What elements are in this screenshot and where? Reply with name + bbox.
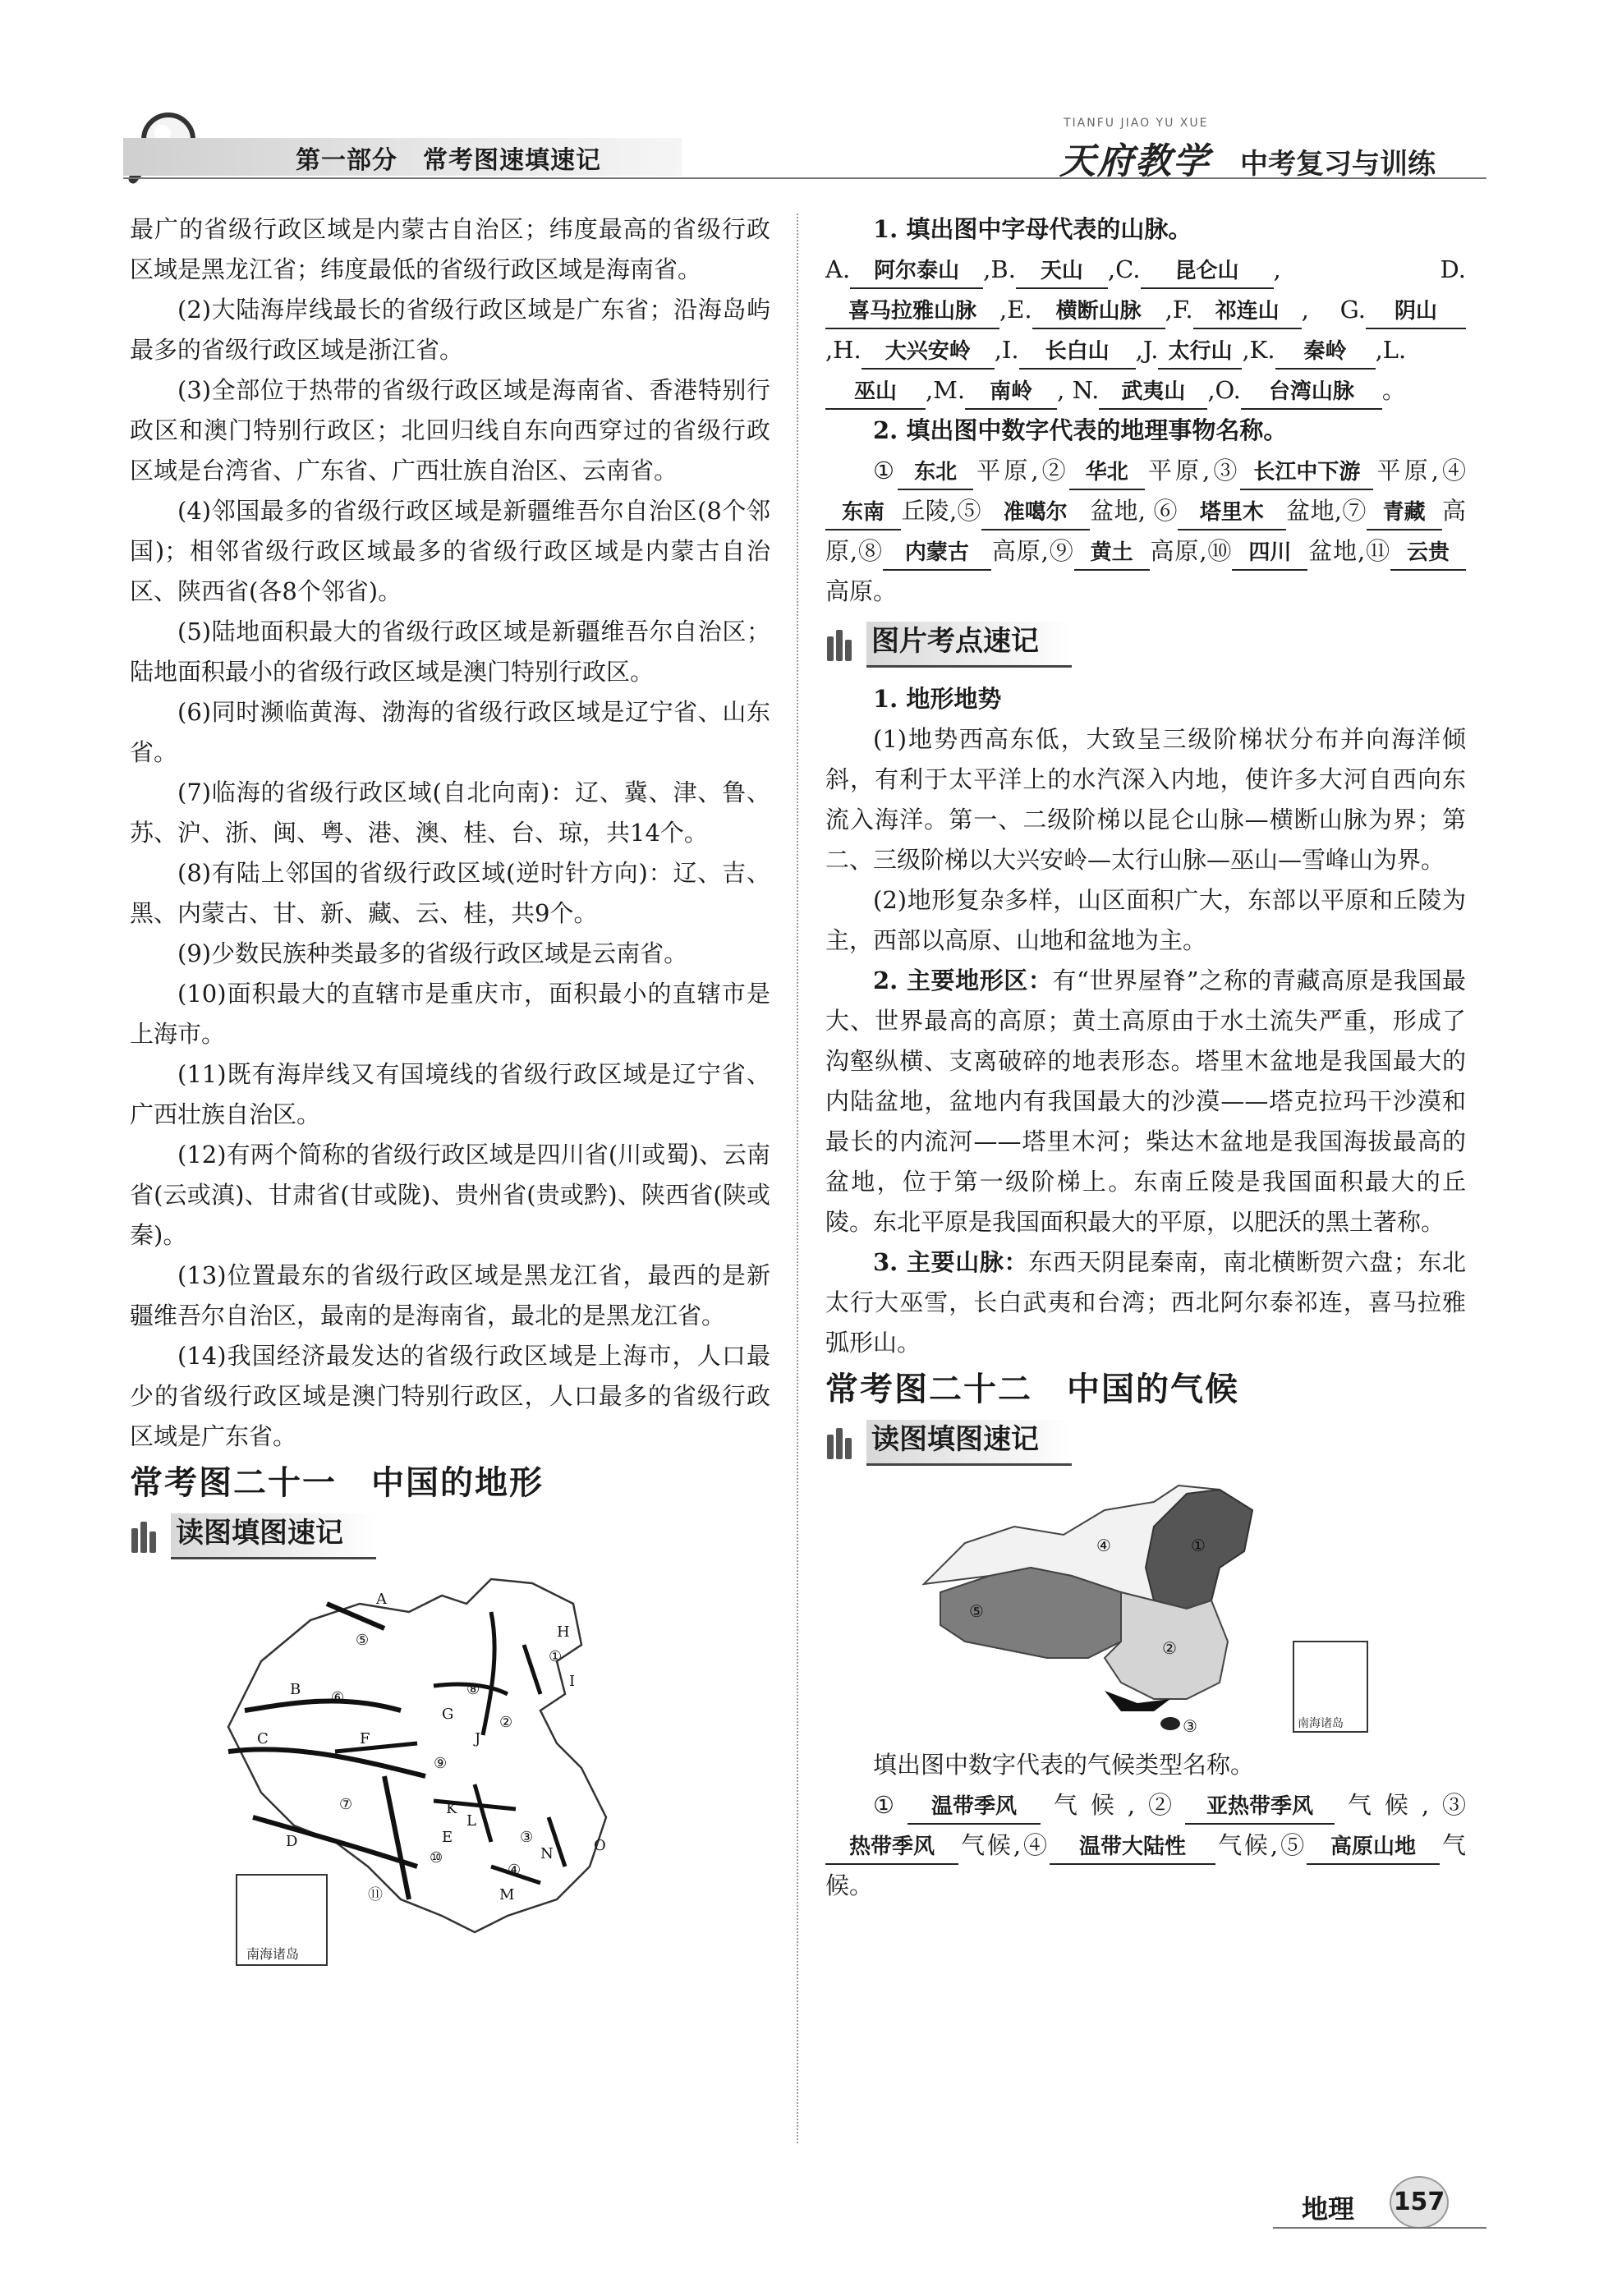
answer-L: 巫山 — [825, 375, 926, 410]
svg-text:③: ③ — [520, 1829, 534, 1846]
answer-M: 南岭 — [965, 375, 1057, 410]
svg-text:B: B — [290, 1681, 301, 1698]
svg-text:D: D — [286, 1833, 298, 1850]
answer-11: 云贵 — [1390, 536, 1466, 571]
svg-text:⑪: ⑪ — [368, 1886, 383, 1903]
svg-text:⑦: ⑦ — [339, 1796, 353, 1813]
svg-text:L: L — [466, 1812, 476, 1830]
svg-text:G: G — [442, 1706, 454, 1723]
mountain-answers: A. 阿尔泰山 ,B. 天山 ,C. 昆仑山 , D.喜马拉雅山脉 ,E. 横断山脉 ,F. 祁连山 , G. 阴山,H. 大兴安岭 ,I. 长白山 ,J. 太行山 ,K. 秦岭 ,L.巫山 ,M. 南岭 , N. 武夷山 ,O. 台湾山脉 。 — [825, 250, 1466, 411]
answer-E: 横断山脉 — [1032, 295, 1165, 329]
map-inset-label: 南海诸岛 — [246, 1946, 300, 1962]
books-icon — [825, 628, 858, 661]
paragraph: (5)陆地面积最大的省级行政区域是新疆维吾尔自治区；陆地面积最小的省级行政区域是澳门特别行政区。 — [130, 618, 770, 686]
answer-7: 青藏 — [1367, 496, 1442, 530]
right-column — [825, 209, 1466, 1906]
paragraph: (10)面积最大的直辖市是重庆市，面积最小的直辖市是上海市。 — [130, 980, 770, 1048]
svg-text:④: ④ — [508, 1862, 522, 1879]
page-number: 157 — [1390, 2176, 1449, 2229]
paragraph: (3)全部位于热带的省级行政区域是海南省、香港特别行政区和澳门特别行政区；北回归线自东向西穿过的省级行政区域是台湾省、广东省、广西壮族自治区、云南省。 — [130, 376, 770, 484]
paragraph: (7)临海的省级行政区域(自北向南)：辽、冀、津、鲁、苏、沪、浙、闽、粤、港、澳、桂、台、琼，共14个。 — [130, 778, 770, 847]
answer-K: 秦岭 — [1275, 335, 1376, 370]
paragraph: (12)有两个简称的省级行政区域是四川省(川或蜀)、云南省(云或滇)、甘肃省(甘或陇)、贵州省(贵或黔)、陕西省(陕或秦)。 — [130, 1141, 770, 1249]
china-terrain-map — [195, 1571, 705, 1973]
answer-8: 内蒙古 — [883, 536, 991, 571]
svg-text:①: ① — [1191, 1536, 1206, 1555]
svg-text:⑤: ⑤ — [356, 1632, 370, 1649]
question-1: 1. 填出图中字母代表的山脉。 — [873, 215, 1192, 243]
header-section-title: 第一部分 常考图速填速记 — [296, 146, 601, 175]
answer-c2: 亚热带季风 — [1185, 1790, 1335, 1825]
paragraph: (6)同时濒临黄海、渤海的省级行政区域是辽宁省、山东省。 — [130, 698, 770, 766]
svg-text:C: C — [257, 1730, 269, 1747]
section-title-climate: 常考图二十二 中国的气候 — [825, 1371, 1239, 1408]
svg-text:A: A — [376, 1591, 387, 1608]
svg-text:J: J — [475, 1730, 481, 1747]
svg-text:E: E — [442, 1829, 453, 1846]
question-2: 2. 填出图中数字代表的地理事物名称。 — [873, 416, 1288, 444]
left-column — [130, 209, 770, 1978]
answer-D: 喜马拉雅山脉 — [825, 295, 999, 329]
answer-2: 华北 — [1069, 456, 1145, 490]
paragraph: (2)地形复杂多样，山区面积广大，东部以平原和丘陵为主，西部以高原、山地和盆地为主。 — [825, 886, 1466, 954]
svg-text:H: H — [557, 1623, 570, 1641]
answer-G: 阴山 — [1366, 295, 1466, 329]
svg-text:⑥: ⑥ — [331, 1689, 345, 1706]
answer-H: 大兴安岭 — [862, 335, 995, 370]
answer-1: 东北 — [898, 456, 973, 490]
answer-F: 祁连山 — [1193, 295, 1302, 329]
answer-5: 准噶尔 — [981, 496, 1090, 530]
paragraph: (2)大陆海岸线最长的省级行政区域是广东省；沿海岛屿最多的省级行政区域是浙江省。 — [130, 296, 770, 364]
subsection-title: 读图填图速记 — [130, 1513, 770, 1559]
column-divider — [797, 214, 800, 2143]
answer-c1: 温带季风 — [907, 1790, 1041, 1825]
paragraph: (11)既有海岸线又有国境线的省级行政区域是辽宁省、广西壮族自治区。 — [130, 1060, 770, 1128]
china-climate-map — [907, 1477, 1384, 1740]
paragraph: 最广的省级行政区域是内蒙古自治区；纬度最高的省级行政区域是黑龙江省；纬度最低的省级行政区域是海南省。 — [130, 215, 770, 283]
answer-c3: 热带季风 — [825, 1830, 958, 1865]
question-3: 填出图中数字代表的气候类型名称。 — [873, 1751, 1255, 1779]
svg-text:②: ② — [1162, 1638, 1177, 1658]
svg-text:F: F — [360, 1730, 370, 1747]
paragraph: 2. 主要地形区：有“世界屋脊”之称的青藏高原是我国最大、世界最高的高原；黄土高原由于水土流失严重，形成了沟壑纵横、支离破碎的地表形态。塔里木盆地是我国最大的内陆盆地，盆地内有我国最大的沙漠——塔克拉玛干沙漠和最长的内流河——塔里木河；柴达木盆地是我国海拔最高的盆地，位于第一级阶梯上。东南丘陵是我国面积最大的丘陵。东北平原是我国面积最大的平原，以肥沃的黑土著称。 — [825, 967, 1466, 1236]
svg-text:③: ③ — [1183, 1716, 1197, 1736]
svg-text:②: ② — [499, 1714, 513, 1731]
svg-text:K: K — [446, 1800, 457, 1817]
books-icon — [130, 1520, 163, 1553]
answer-4: 东南 — [825, 496, 901, 530]
svg-text:N: N — [540, 1845, 554, 1862]
answer-6: 塔里木 — [1178, 496, 1286, 530]
answer-O: 台湾山脉 — [1241, 375, 1382, 410]
svg-text:⑨: ⑨ — [434, 1755, 448, 1772]
paragraph: (9)少数民族种类最多的省级行政区域是云南省。 — [177, 939, 688, 967]
climate-answers: ① 温带季风 气候,② 亚热带季风 气候,③热带季风 气候,④ 温带大陆性 气候,⑤ 高原山地 气候。 — [825, 1791, 1466, 1899]
answer-I: 长白山 — [1019, 335, 1136, 370]
answer-A: 阿尔泰山 — [850, 255, 983, 289]
svg-text:⑧: ⑧ — [466, 1681, 480, 1698]
answer-c4: 温带大陆性 — [1050, 1830, 1215, 1865]
answer-B: 天山 — [1016, 255, 1108, 289]
svg-text:⑩: ⑩ — [430, 1849, 443, 1867]
answer-C: 昆仑山 — [1141, 255, 1274, 289]
paragraph: (8)有陆上邻国的省级行政区域(逆时针方向)：辽、吉、黑、内蒙古、甘、新、藏、云、桂，共9个。 — [130, 859, 770, 927]
footer-rule — [1273, 2227, 1486, 2229]
answer-c5: 高原山地 — [1307, 1830, 1440, 1865]
answer-9: 黄土 — [1074, 536, 1150, 571]
paragraph: (13)位置最东的省级行政区域是黑龙江省，最西的是新疆维吾尔自治区，最南的是海南省，最北的是黑龙江省。 — [130, 1261, 770, 1329]
svg-text:①: ① — [549, 1648, 563, 1665]
logo-pinyin: TIANFU JIAO YU XUE — [1064, 117, 1209, 130]
logo-main: 天府教学 — [1059, 140, 1211, 182]
footer-subject: 地理 — [1302, 2193, 1355, 2225]
subsection-title-picture: 图片考点速记 — [825, 622, 1466, 668]
answer-10: 四川 — [1232, 536, 1307, 571]
paragraph: (1)地势西高东低，大致呈三级阶梯状分布并向海洋倾斜，有利于太平洋上的水汽深入内地，使许多大河自西向东流入海洋。第一、二级阶梯以昆仑山脉—横断山脉为界；第二、三级阶梯以大兴安岭—太行山脉—巫山—雪峰山为界。 — [825, 725, 1466, 874]
answer-J: 太行山 — [1158, 335, 1242, 370]
logo-subtitle: 中考复习与训练 — [1240, 148, 1436, 181]
map-inset-label: 南海诸岛 — [1298, 1717, 1344, 1730]
subsection-title: 读图填图速记 — [825, 1420, 1466, 1466]
paragraph: (4)邻国最多的省级行政区域是新疆维吾尔自治区(8个邻国)；相邻省级行政区域最多的省级行政区域是内蒙古自治区、陕西省(各8个邻省)。 — [130, 497, 770, 605]
answer-3: 长江中下游 — [1240, 456, 1373, 490]
svg-text:⑤: ⑤ — [969, 1601, 984, 1621]
answer-N: 武夷山 — [1099, 375, 1207, 410]
svg-text:M: M — [499, 1886, 515, 1903]
section-title-terrain: 常考图二十一 中国的地形 — [130, 1464, 544, 1502]
paragraph: 3. 主要山脉：东西天阴昆秦南，南北横断贺六盘；东北太行大巫雪，长白武夷和台湾；西北阿尔泰祁连，喜马拉雅弧形山。 — [825, 1248, 1466, 1357]
svg-text:O: O — [594, 1837, 606, 1854]
place-answers: ① 东北 平原,② 华北 平原,③ 长江中下游 平原,④东南 丘陵,⑤ 准噶尔 盆地, ⑥ 塔里木 盆地,⑦ 青藏 高原,⑧ 内蒙古 高原,⑨ 黄土 高原,⑩ 四川 盆地,⑪ 云贵高原。 — [825, 457, 1467, 605]
svg-text:④: ④ — [1096, 1536, 1111, 1555]
svg-text:I: I — [569, 1673, 576, 1690]
topic-1: 1. 地形地势 — [873, 685, 1002, 713]
paragraph: (14)我国经济最发达的省级行政区域是上海市，人口最少的省级行政区域是澳门特别行政区，人口最多的省级行政区域是广东省。 — [130, 1342, 770, 1450]
books-icon — [825, 1426, 858, 1459]
